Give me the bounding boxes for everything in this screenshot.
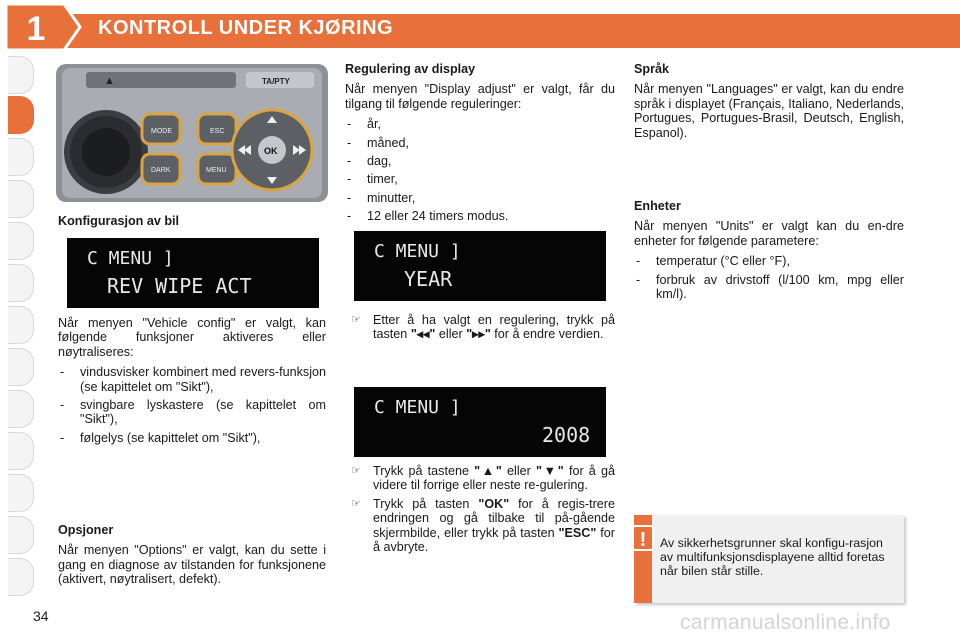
dark-button-label: DARK [151, 167, 171, 174]
mode-button-label: MODE [151, 128, 172, 135]
list-item: - svingbare lyskastere (se kapittelet om "Sikt"), [58, 398, 326, 427]
chapter-tab[interactable] [8, 264, 34, 302]
eject-icon: ▲ [104, 75, 115, 87]
menu-button-label: MENU [206, 167, 227, 174]
chapter-tab[interactable] [8, 390, 34, 428]
chapter-tab[interactable] [8, 558, 34, 596]
vehicle-config-body: Når menyen "Vehicle config" er valgt, kan følgende funksjoner aktiveres eller nøytraliseres: [58, 316, 326, 359]
options-heading: Opsjoner [58, 523, 114, 537]
esc-key-label: "ESC" [558, 525, 597, 540]
list-item: - dag, [345, 154, 615, 168]
list-item: - 12 eller 24 timers modus. [345, 209, 615, 223]
warning-exclamation-icon: ! [632, 525, 654, 551]
units-list [634, 254, 904, 301]
lcd-line-2: 2008 [542, 423, 591, 447]
chapter-tab[interactable] [8, 180, 34, 218]
list-item: - følgelys (se kapittelet om "Sikt"), [58, 431, 326, 445]
up-key-label: "▲" [474, 464, 502, 478]
vehicle-config-list [58, 365, 326, 445]
chapter-tab[interactable] [8, 306, 34, 344]
instruction-bullet: ☞ Trykk på tastene "▲" eller "▼" for å gå videre til forrige eller neste re-gulering. [351, 464, 615, 493]
units-section [634, 199, 904, 305]
lcd-display-2008 [354, 387, 606, 457]
chapter-tab[interactable] [8, 432, 34, 470]
list-item: - måned, [345, 136, 615, 150]
languages-heading: Språk [634, 62, 670, 76]
vehicle-config-title-block [58, 214, 326, 234]
pointing-hand-icon: ☞ [351, 497, 361, 510]
display-adjust-list [345, 117, 615, 223]
list-item: - minutter, [345, 191, 615, 205]
down-key-label: "▼" [536, 464, 564, 478]
lcd-line-2: REV WIPE ACT [107, 274, 252, 298]
ok-key-label: "OK" [478, 496, 510, 511]
lcd-display-vehicle-config [67, 238, 319, 308]
control-panel-image [56, 64, 328, 202]
page-number: 34 [33, 608, 49, 624]
chapter-tab[interactable] [8, 138, 34, 176]
units-body: Når menyen "Units" er valgt kan du en-dre enheter for følgende parametere: [634, 219, 904, 248]
lcd-line-1: C MENU ] [374, 397, 461, 418]
warning-text: Av sikkerhetsgrunner skal konfigu-rasjon av multifunksjonsdisplayene alltid foretas når bilen står stille. [660, 536, 885, 578]
chapter-number-badge [0, 0, 82, 54]
options-body: Når menyen "Options" er valgt, kan du sette i gang en diagnose av tilstanden for funksjonene (aktivert, nøytralisert, defekt). [58, 543, 326, 587]
list-item: - forbruk av drivstoff (l/100 km, mpg eller km/l). [634, 273, 904, 302]
ta-pty-label: TA/PTY [262, 77, 290, 86]
page-title: KONTROLL UNDER KJØRING [98, 17, 394, 39]
options-section [58, 523, 326, 593]
chapter-tab-strip [8, 56, 38, 596]
chapter-tab[interactable] [8, 474, 34, 512]
pointing-hand-icon: ☞ [351, 314, 361, 326]
display-adjust-heading: Regulering av display [345, 62, 476, 76]
instruction-bullet: ☞ Etter å ha valgt en regulering, trykk på tasten "◂◂" eller "▸▸" for å endre verdien. [351, 313, 615, 342]
pointing-hand-icon: ☞ [351, 465, 361, 477]
languages-body: Når menyen "Languages" er valgt, kan du endre språk i displayet (Français, Italiano, Nederlands, Portugues, Portugues-Brasil, Deutsch, English, Espanol). [634, 82, 904, 140]
forward-key-label: "▸▸" [466, 327, 491, 342]
instruction-bullet: ☞ Trykk på tasten "OK" for å regis-trere endringen og gå tilbake til på-gående skjermbilde, eller trykk på tasten "ESC" for å avbryte. [351, 496, 615, 555]
lcd-line-2: YEAR [404, 267, 453, 291]
instruction-navigate [345, 464, 615, 558]
display-adjust-body: Når menyen "Display adjust" er valgt, får du tilgang til følgende reguleringer: [345, 82, 615, 111]
chapter-tab[interactable] [8, 222, 34, 260]
safety-warning-box [634, 515, 904, 603]
lcd-line-1: C MENU ] [87, 248, 174, 269]
chapter-number: 1 [26, 10, 46, 48]
list-item: - timer, [345, 172, 615, 186]
vehicle-config-section [58, 316, 326, 449]
list-item: - år, [345, 117, 615, 131]
instruction-change-value [345, 313, 615, 346]
list-item: - vindusvisker kombinert med revers-funksjon (se kapittelet om "Sikt"), [58, 365, 326, 394]
chapter-tab-active[interactable] [8, 96, 34, 134]
lcd-display-year [354, 231, 606, 301]
vehicle-config-heading: Konfigurasjon av bil [58, 214, 180, 228]
esc-button-label: ESC [210, 128, 225, 135]
chapter-tab[interactable] [8, 56, 34, 94]
lcd-line-1: C MENU ] [374, 241, 461, 262]
units-heading: Enheter [634, 199, 681, 213]
ok-button-label: OK [264, 146, 278, 156]
chapter-tab[interactable] [8, 516, 34, 554]
watermark-text: carmanualsonline.info [680, 611, 891, 634]
chapter-tab[interactable] [8, 348, 34, 386]
list-item: - temperatur (°C eller °F), [634, 254, 904, 268]
languages-section [634, 62, 904, 146]
display-adjust-section [345, 62, 615, 228]
rewind-key-label: "◂◂" [410, 327, 436, 342]
